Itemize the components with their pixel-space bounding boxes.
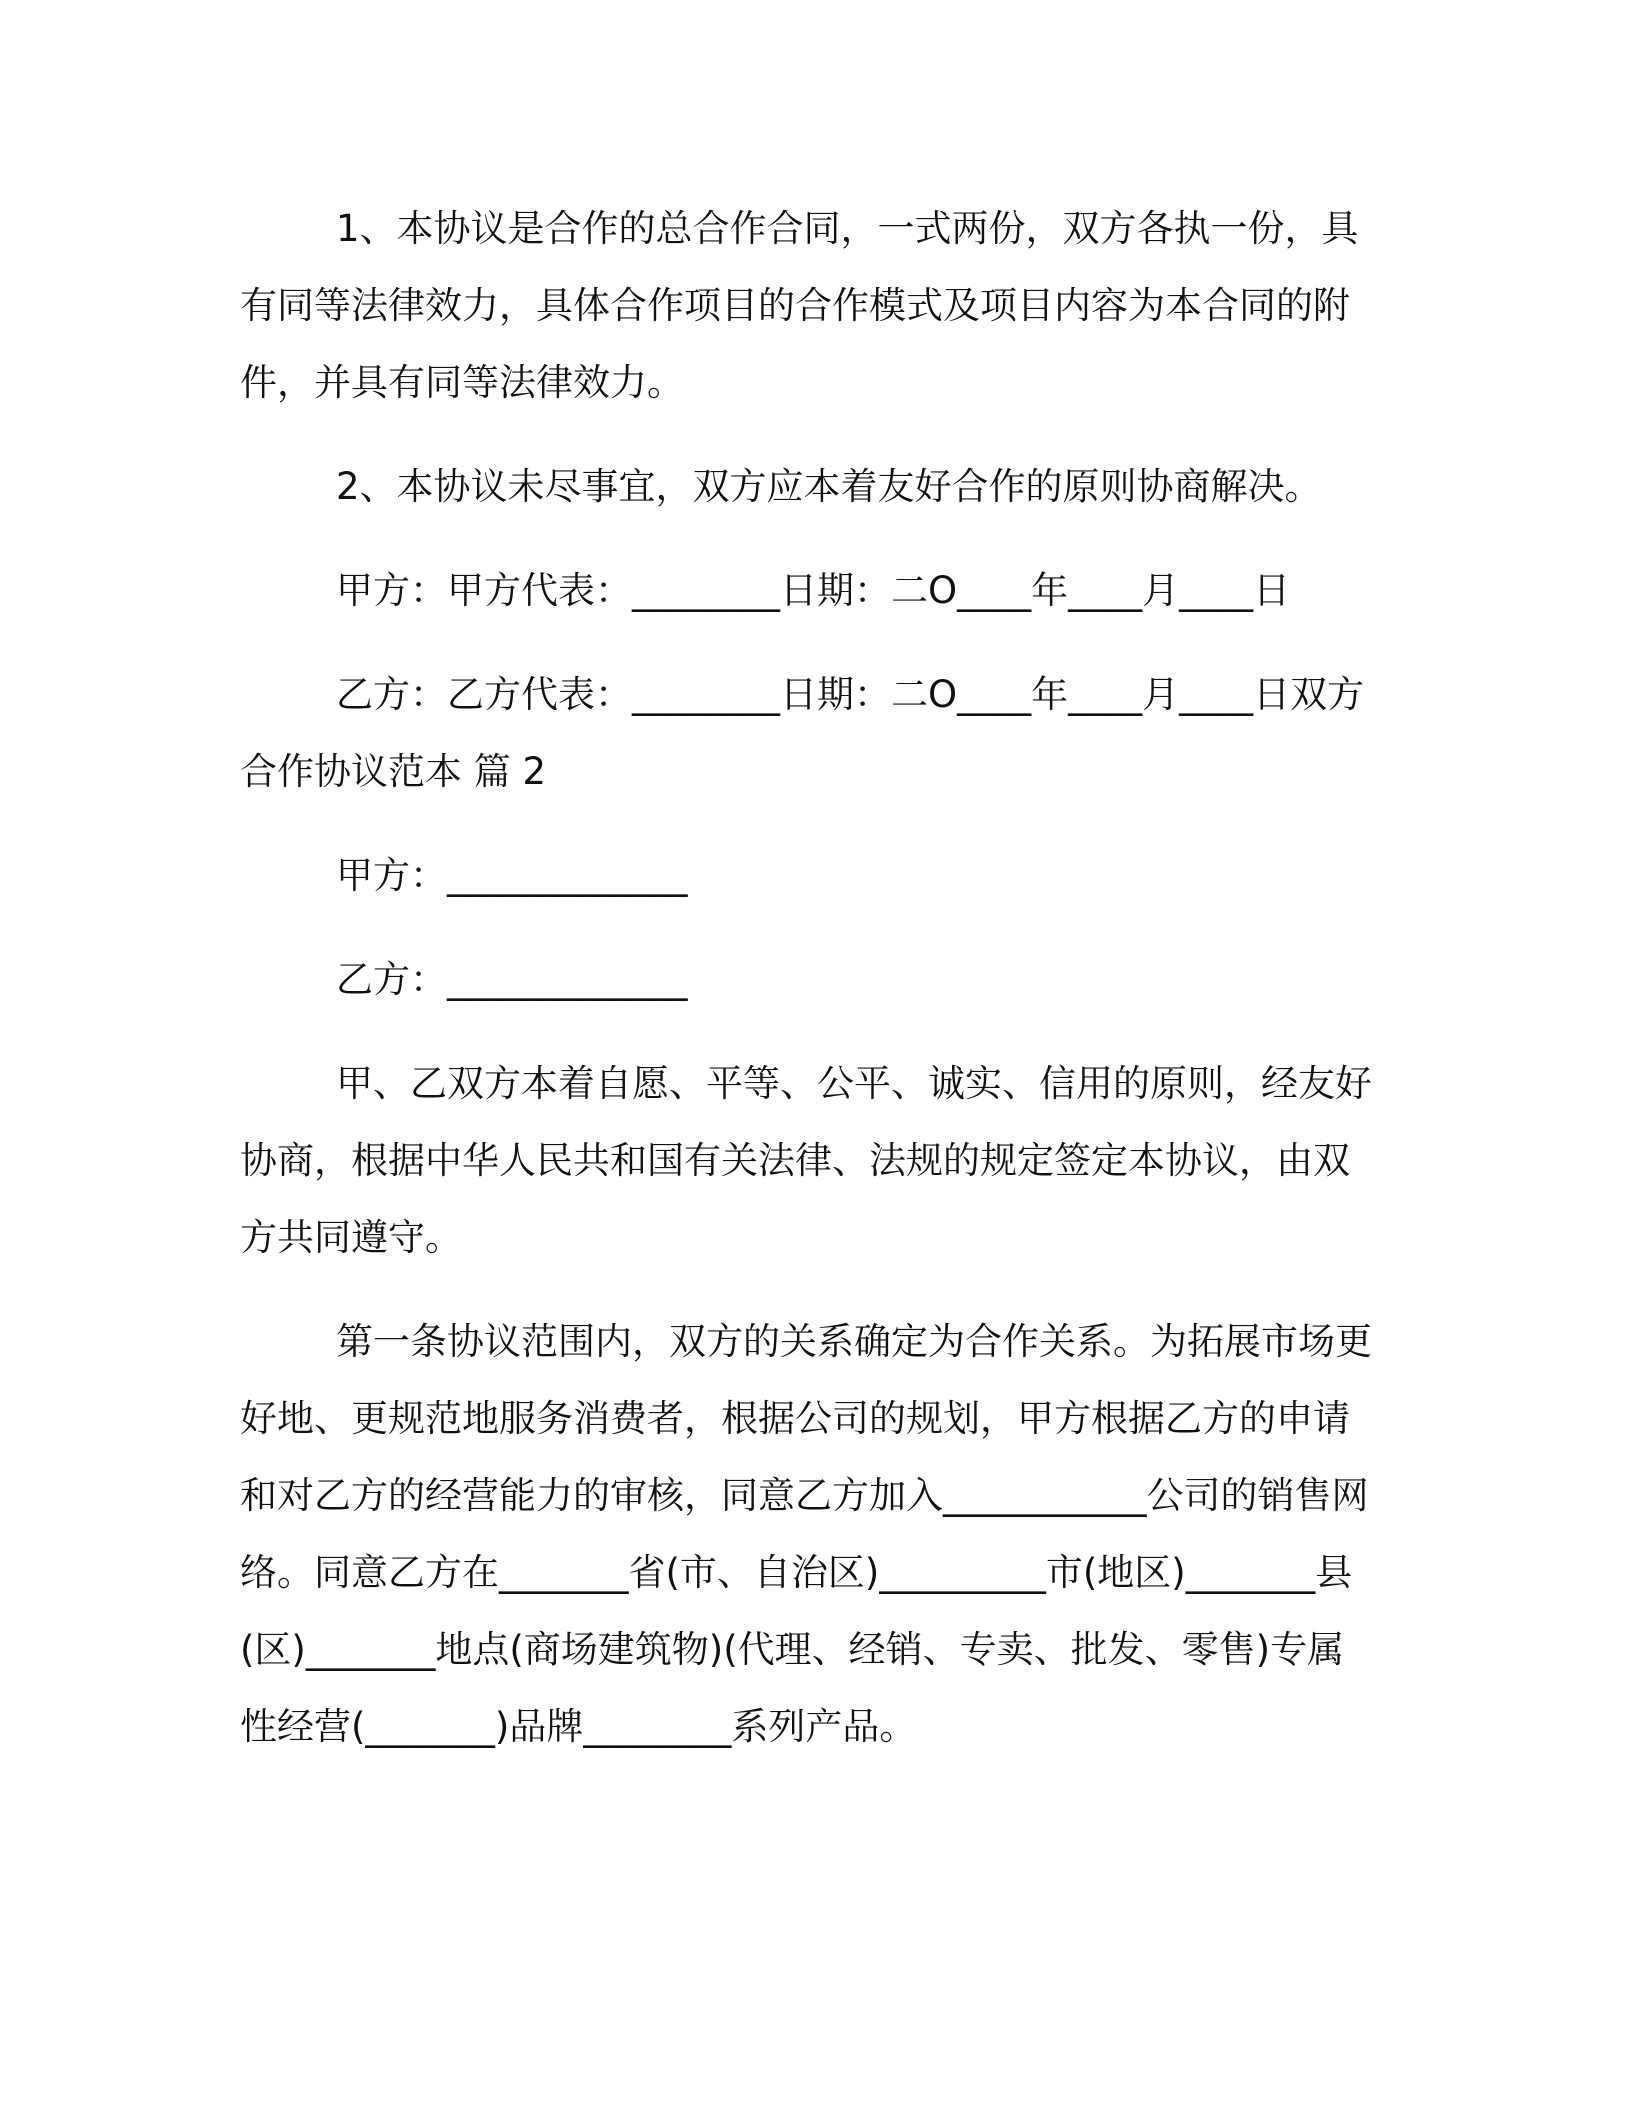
party-a-signature-line: 甲方：甲方代表：________日期：二O____年____月____日	[336, 569, 1291, 612]
paragraph-spacer	[240, 629, 1380, 656]
clause-1-paragraph: 1、本协议是合作的总合作合同，一式两份，双方各执一份，具有同等法律效力，具体合作项目的合作模式及项目内容为本合同的附件，并具有同等法律效力。	[240, 207, 1359, 404]
party-b-signature-and-heading: 乙方：乙方代表：________日期：二O____年____月____日双方合作协议范本 篇 2	[240, 673, 1365, 793]
party-a-line: 甲方：_____________	[336, 854, 688, 897]
paragraph-spacer	[240, 421, 1380, 448]
paragraph-spacer	[240, 1276, 1380, 1303]
paragraph-spacer	[240, 810, 1380, 837]
paragraph-spacer	[240, 525, 1380, 552]
article-1-paragraph: 第一条协议范围内，双方的关系确定为合作关系。为拓展市场更好地、更规范地服务消费者，根据公司的规划，甲方根据乙方的申请和对乙方的经营能力的审核，同意乙方加入___________公司的销售网络。同意乙方在_______省(市、自治区)_________市(地区)_______县(区)_______地点(商场建筑物)(代理、经销、专卖、批发、零售)专属性经营(_______)品牌________系列产品。	[240, 1320, 1372, 1748]
preamble-paragraph: 甲、乙双方本着自愿、平等、公平、诚实、信用的原则，经友好协商，根据中华人民共和国有关法律、法规的规定签定本协议，由双方共同遵守。	[240, 1062, 1372, 1259]
paragraph-spacer	[240, 1018, 1380, 1045]
document-body	[240, 190, 1380, 1765]
party-b-line: 乙方：_____________	[336, 958, 688, 1001]
paragraph-spacer	[240, 914, 1380, 941]
clause-2-paragraph: 2、本协议未尽事宜，双方应本着友好合作的原则协商解决。	[336, 465, 1322, 508]
